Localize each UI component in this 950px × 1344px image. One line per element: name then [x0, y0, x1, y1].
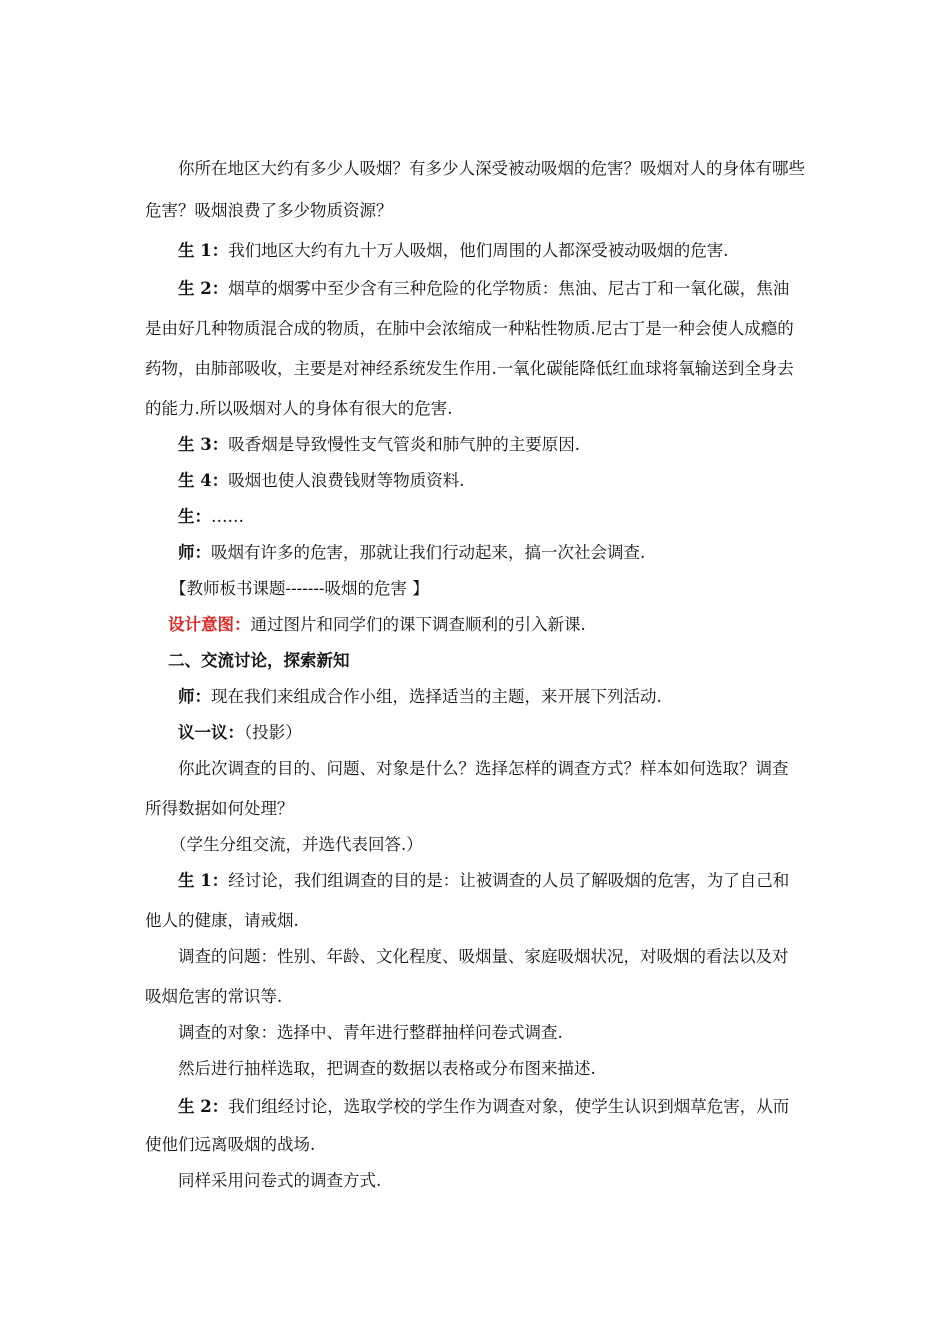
dialogue-line	[178, 278, 810, 300]
dialogue-line	[178, 240, 810, 262]
speaker-label: 生 2：	[178, 279, 229, 298]
speaker-label: 生 1：	[178, 871, 229, 890]
design-intent-text: 通过图片和同学们的课下调查顺利的引入新课.	[250, 615, 586, 634]
speaker-label: 议一议：	[178, 723, 244, 742]
dialogue-text: ……	[211, 507, 244, 526]
dialogue-line	[178, 686, 810, 708]
dialogue-text: 我们组经讨论，选取学校的学生作为调查对象，使学生认识到烟草危害，从而	[228, 1097, 790, 1116]
dialogue-text: 烟草的烟雾中至少含有三种危险的化学物质：焦油、尼古丁和一氧化碳，焦油	[228, 279, 790, 298]
dialogue-line	[178, 870, 810, 892]
paragraph-line: 调查的问题：性别、年龄、文化程度、吸烟量、家庭吸烟状况，对吸烟的看法以及对	[178, 947, 789, 966]
speaker-label: 生 3：	[178, 435, 229, 454]
paragraph-line: （学生分组交流，并选代表回答.）	[170, 835, 423, 854]
paragraph-line: 他人的健康，请戒烟.	[145, 911, 299, 930]
speaker-label: 生 4：	[178, 471, 229, 490]
dialogue-line	[178, 506, 810, 528]
paragraph-line: 你所在地区大约有多少人吸烟？有多少人深受被动吸烟的危害？吸烟对人的身体有哪些	[178, 159, 805, 178]
paragraph-line: 是由好几种物质混合成的物质，在肺中会浓缩成一种粘性物质.尼古丁是一种会使人成瘾的	[145, 319, 794, 338]
speaker-label: 生：	[178, 507, 211, 526]
paragraph-line: 药物，由肺部吸收，主要是对神经系统发生作用.一氧化碳能降低红血球将氧输送到全身去	[145, 359, 794, 378]
speaker-label: 师：	[178, 687, 211, 706]
dialogue-text: 经讨论，我们组调查的目的是：让被调查的人员了解吸烟的危害，为了自己和	[228, 871, 790, 890]
dialogue-text: 吸烟也使人浪费钱财等物质资料.	[228, 471, 465, 490]
board-title-note: 【教师板书课题-------吸烟的危害 】	[170, 579, 429, 598]
dialogue-line	[178, 470, 810, 492]
speaker-label: 生 2：	[178, 1097, 229, 1116]
speaker-label: 师：	[178, 543, 211, 562]
paragraph-line: 然后进行抽样选取，把调查的数据以表格或分布图来描述.	[178, 1059, 596, 1078]
design-intent-line	[168, 614, 792, 636]
dialogue-line	[178, 434, 810, 456]
paragraph-line: 你此次调查的目的、问题、对象是什么？选择怎样的调查方式？样本如何选取？调查	[178, 759, 789, 778]
dialogue-text: 吸烟有许多的危害，那就让我们行动起来，搞一次社会调查.	[211, 543, 646, 562]
dialogue-text: 我们地区大约有九十万人吸烟，他们周围的人都深受被动吸烟的危害.	[228, 241, 729, 260]
dialogue-line	[178, 1096, 810, 1118]
dialogue-text: （投影）	[244, 723, 302, 742]
paragraph-line: 使他们远离吸烟的战场.	[145, 1135, 316, 1154]
paragraph-line: 吸烟危害的常识等.	[145, 987, 283, 1006]
paragraph-line: 危害？吸烟浪费了多少物质资源？	[145, 201, 393, 220]
paragraph-line: 的能力.所以吸烟对人的身体有很大的危害.	[145, 399, 453, 418]
design-intent-label: 设计意图：	[168, 615, 251, 634]
speaker-label: 生 1：	[178, 241, 229, 260]
paragraph-line: 调查的对象：选择中、青年进行整群抽样问卷式调查.	[178, 1023, 563, 1042]
section-heading: 二、交流讨论，探索新知	[168, 651, 350, 670]
dialogue-line	[178, 722, 810, 744]
paragraph-line: 同样采用问卷式的调查方式.	[178, 1171, 382, 1190]
dialogue-line	[178, 542, 810, 564]
paragraph-line: 所得数据如何处理？	[145, 799, 294, 818]
dialogue-text: 吸香烟是导致慢性支气管炎和肺气肿的主要原因.	[228, 435, 580, 454]
dialogue-text: 现在我们来组成合作小组，选择适当的主题，来开展下列活动.	[211, 687, 662, 706]
